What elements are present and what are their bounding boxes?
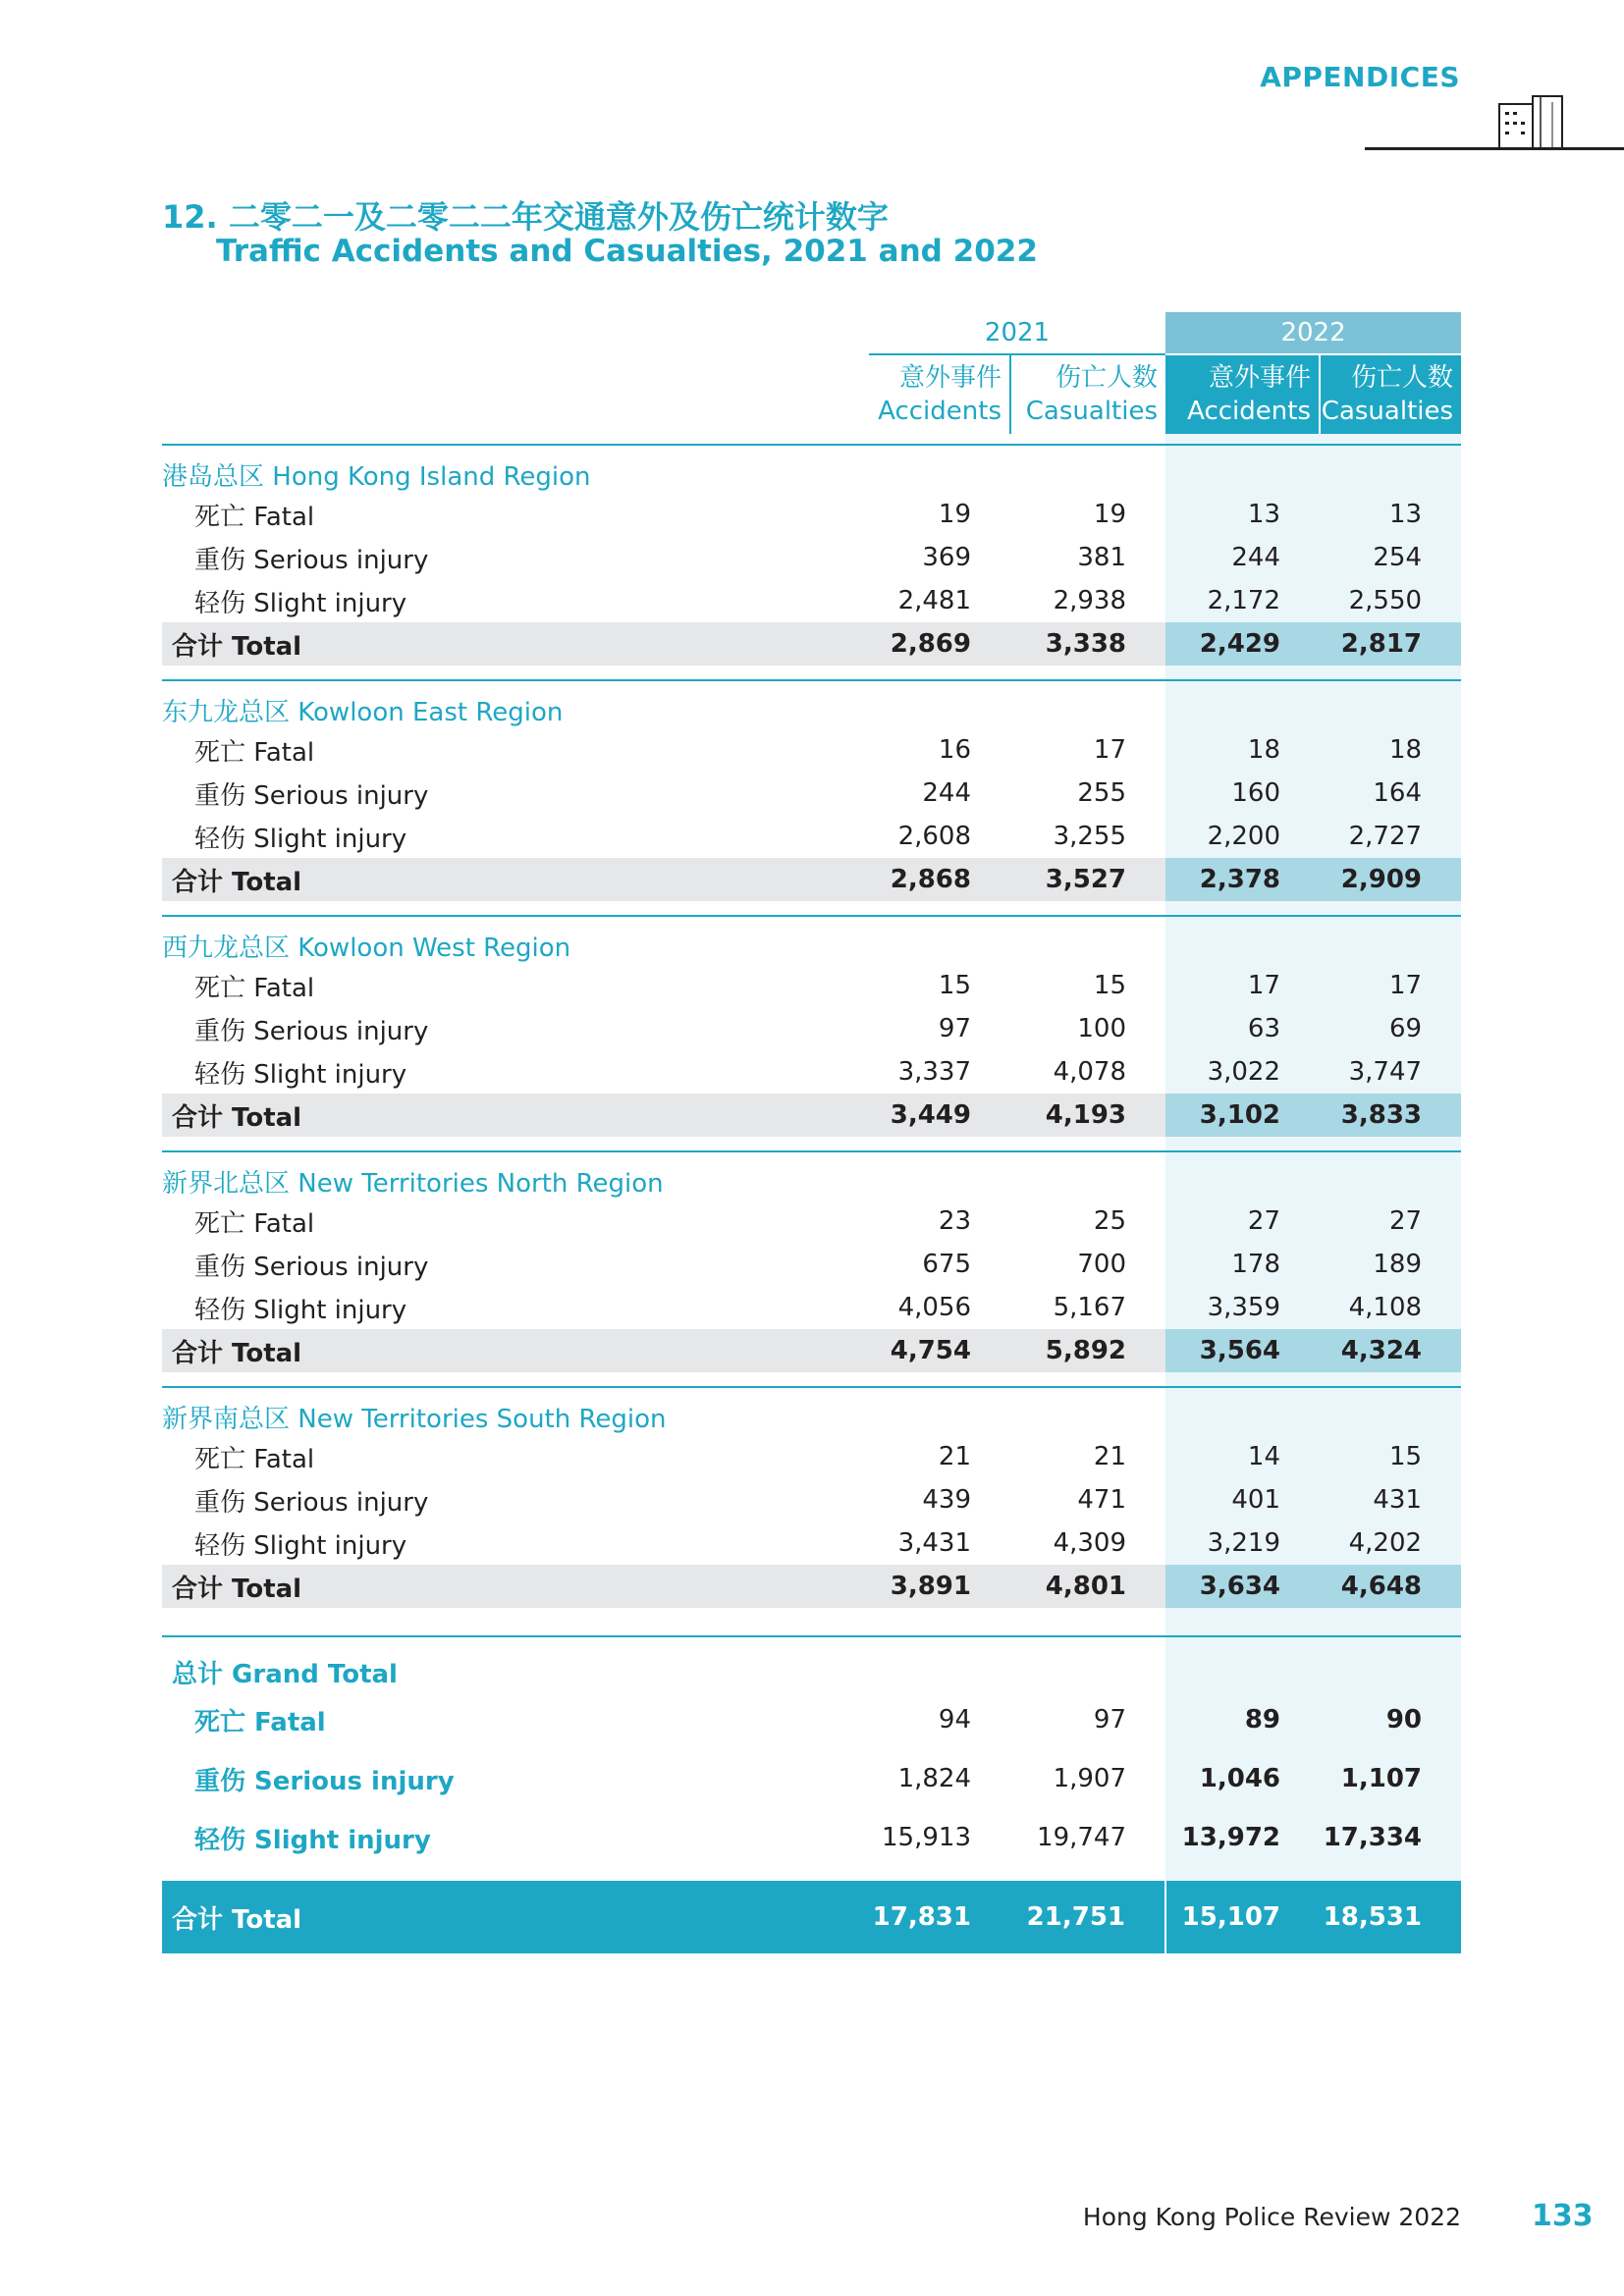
- value-cell: 439: [922, 1485, 971, 1515]
- value-cell: 431: [1320, 1478, 1461, 1522]
- value-cell: 4,324: [1320, 1329, 1461, 1372]
- region-blank: [1320, 1151, 1461, 1200]
- row-label: 重伤 Serious injury: [194, 1487, 429, 1518]
- gap-cell: [1010, 901, 1165, 916]
- header-rule-cell: [162, 434, 869, 445]
- value-cell: 94: [938, 1705, 971, 1735]
- grand-blank: [1165, 1636, 1320, 1690]
- page-title-chinese: 12. 二零二一及二零二二年交通意外及伤亡统计数字: [162, 198, 889, 236]
- grand-total-row: [162, 1749, 1461, 1808]
- region-header-row: [162, 680, 1461, 728]
- gap-cell: [1165, 901, 1320, 916]
- value-cell: 164: [1320, 772, 1461, 815]
- value-cell: 381: [1077, 543, 1127, 572]
- value-cell: 4,193: [1010, 1094, 1165, 1137]
- total-row: [162, 622, 1461, 666]
- row-label: 死亡 Fatal: [194, 737, 315, 768]
- value-cell: 244: [1165, 536, 1320, 579]
- value-cell: 1,824: [897, 1764, 971, 1793]
- table-row: [162, 1007, 1461, 1050]
- gap-cell: [1320, 1608, 1461, 1622]
- gap-cell: [162, 1137, 869, 1151]
- value-cell: 97: [1093, 1705, 1127, 1735]
- row-label: 重伤 Serious injury: [194, 780, 429, 811]
- gap-cell: [162, 901, 869, 916]
- value-cell: 4,078: [1053, 1057, 1127, 1087]
- grand-total-title: 总计 Grand Total: [172, 1660, 398, 1689]
- value-cell: 13,972: [1165, 1808, 1320, 1867]
- gap-cell: [869, 666, 1010, 680]
- value-cell: 401: [1165, 1478, 1320, 1522]
- region-name: 新界南总区 New Territories South Region: [162, 1405, 667, 1434]
- value-cell: 2,378: [1165, 858, 1320, 901]
- row-label: 轻伤 Slight injury: [194, 1059, 407, 1090]
- gap-cell: [1320, 1372, 1461, 1387]
- region-blank: [1165, 916, 1320, 964]
- page-title-english: Traffic Accidents and Casualties, 2021 and 2022: [216, 234, 1038, 269]
- gap-cell: [1165, 1137, 1320, 1151]
- value-cell: 160: [1165, 772, 1320, 815]
- value-cell: 18,531: [1320, 1881, 1461, 1953]
- row-label: 死亡 Fatal: [194, 1707, 326, 1737]
- grand-total-row: [162, 1690, 1461, 1749]
- value-cell: 2,938: [1053, 586, 1127, 615]
- region-blank: [1165, 445, 1320, 493]
- row-label: 轻伤 Slight injury: [194, 1530, 407, 1561]
- table-row: [162, 728, 1461, 772]
- section-label: APPENDICES: [1260, 61, 1460, 93]
- value-cell: 3,219: [1165, 1522, 1320, 1565]
- table-row: [162, 815, 1461, 858]
- total-label: 合计 Total: [162, 858, 869, 901]
- table-row: [162, 493, 1461, 536]
- row-label: 死亡 Fatal: [194, 1444, 315, 1474]
- row-label: 重伤 Serious injury: [194, 1766, 455, 1796]
- section-gap: [162, 901, 1461, 916]
- table-row: [162, 1478, 1461, 1522]
- value-cell: 19,747: [1037, 1823, 1127, 1852]
- header-blank: [162, 312, 869, 354]
- value-cell: 15,913: [882, 1823, 971, 1852]
- value-cell: 27: [1320, 1200, 1461, 1243]
- value-cell: 3,338: [1010, 622, 1165, 666]
- value-cell: 3,891: [869, 1565, 1010, 1608]
- header-rule-cell: [869, 434, 1010, 445]
- region-header-row: [162, 445, 1461, 493]
- value-cell: 2,429: [1165, 622, 1320, 666]
- header-rule-cell: [1320, 434, 1461, 445]
- value-cell: 1,046: [1165, 1749, 1320, 1808]
- gap-cell: [869, 1867, 1010, 1881]
- value-cell: 3,255: [1053, 822, 1127, 851]
- gap-cell: [1320, 1137, 1461, 1151]
- value-cell: 21: [1093, 1442, 1127, 1471]
- value-cell: 15: [1093, 971, 1127, 1000]
- value-cell: 1,107: [1320, 1749, 1461, 1808]
- section-gap: [162, 666, 1461, 680]
- value-cell: 23: [938, 1206, 971, 1236]
- value-cell: 17: [1165, 964, 1320, 1007]
- value-cell: 369: [922, 543, 971, 572]
- page-number: 133: [1532, 2199, 1594, 2233]
- region-blank: [1320, 916, 1461, 964]
- value-cell: 3,022: [1165, 1050, 1320, 1094]
- section-gap: [162, 1137, 1461, 1151]
- gap-cell: [1165, 666, 1320, 680]
- total-row: [162, 858, 1461, 901]
- value-cell: 4,754: [869, 1329, 1010, 1372]
- value-cell: 3,449: [869, 1094, 1010, 1137]
- section-gap: [162, 1372, 1461, 1387]
- region-blank: [1165, 1387, 1320, 1435]
- col-label-en: Casualties: [1321, 397, 1454, 426]
- table-row: [162, 1286, 1461, 1329]
- col-accidents-2021: [869, 354, 1010, 434]
- header-rule: [1365, 147, 1624, 150]
- row-label: 死亡 Fatal: [194, 502, 315, 532]
- value-cell: 1,907: [1053, 1764, 1127, 1793]
- value-cell: 4,056: [897, 1293, 971, 1322]
- gap-cell: [1010, 1867, 1165, 1881]
- value-cell: 4,202: [1320, 1522, 1461, 1565]
- value-cell: 25: [1093, 1206, 1127, 1236]
- total-label: 合计 Total: [162, 1094, 869, 1137]
- value-cell: 17: [1320, 964, 1461, 1007]
- row-label: 轻伤 Slight injury: [194, 824, 407, 854]
- region-blank: [1320, 680, 1461, 728]
- total-row: [162, 1094, 1461, 1137]
- gap-cell: [1320, 1867, 1461, 1881]
- value-cell: 17,334: [1320, 1808, 1461, 1867]
- value-cell: 17: [1093, 735, 1127, 765]
- gap-cell: [869, 1372, 1010, 1387]
- row-label: 死亡 Fatal: [194, 973, 315, 1003]
- header-rule-cell: [1165, 434, 1320, 445]
- gap-cell: [869, 901, 1010, 916]
- value-cell: 18: [1165, 728, 1320, 772]
- value-cell: 97: [938, 1014, 971, 1043]
- value-cell: 2,869: [869, 622, 1010, 666]
- gap-cell: [1010, 1622, 1165, 1636]
- value-cell: 63: [1165, 1007, 1320, 1050]
- total-label: 合计 Total: [162, 1565, 869, 1608]
- section-gap: [162, 1867, 1461, 1881]
- value-cell: 3,359: [1165, 1286, 1320, 1329]
- gap-cell: [162, 1372, 869, 1387]
- row-label: 轻伤 Slight injury: [194, 1295, 407, 1325]
- region-blank: [1320, 1387, 1461, 1435]
- region-name: 港岛总区 Hong Kong Island Region: [162, 462, 591, 492]
- row-label: 轻伤 Slight injury: [194, 588, 407, 618]
- region-name: 东九龙总区 Kowloon East Region: [162, 698, 564, 727]
- gap-cell: [162, 666, 869, 680]
- region-header-row: [162, 916, 1461, 964]
- value-cell: 19: [1093, 500, 1127, 529]
- year-2022-header: 2022: [1165, 312, 1461, 354]
- col-label-en: Accidents: [878, 397, 1001, 426]
- table-row: [162, 1200, 1461, 1243]
- value-cell: 2,868: [869, 858, 1010, 901]
- gap-cell: [162, 1622, 869, 1636]
- year-2021-header: 2021: [869, 312, 1165, 354]
- value-cell: 178: [1165, 1243, 1320, 1286]
- value-cell: 254: [1320, 536, 1461, 579]
- region-blank: [1320, 445, 1461, 493]
- col-casualties-2022: [1320, 354, 1461, 434]
- total-label: 合计 Total: [162, 622, 869, 666]
- gap-cell: [1165, 1372, 1320, 1387]
- gap-cell: [1010, 1608, 1165, 1622]
- value-cell: 3,527: [1010, 858, 1165, 901]
- value-cell: 89: [1165, 1690, 1320, 1749]
- traffic-accidents-table: [162, 312, 1461, 1953]
- value-cell: 15: [938, 971, 971, 1000]
- col-label-en: Casualties: [1025, 397, 1159, 426]
- total-row: [162, 1329, 1461, 1372]
- value-cell: 700: [1077, 1250, 1127, 1279]
- gap-cell: [1010, 1372, 1165, 1387]
- table-row: [162, 536, 1461, 579]
- table-row: [162, 1435, 1461, 1478]
- row-label: 轻伤 Slight injury: [194, 1825, 431, 1855]
- value-cell: 4,801: [1010, 1565, 1165, 1608]
- table-row: [162, 1243, 1461, 1286]
- table-row: [162, 772, 1461, 815]
- value-cell: 4,309: [1053, 1528, 1127, 1558]
- gap-cell: [869, 1608, 1010, 1622]
- col-label-cn: 意外事件: [898, 363, 1001, 393]
- section-gap: [162, 1608, 1461, 1622]
- value-cell: 675: [922, 1250, 971, 1279]
- gap-cell: [1320, 901, 1461, 916]
- building-icon: [1497, 94, 1566, 149]
- total-row: [162, 1565, 1461, 1608]
- value-cell: 3,833: [1320, 1094, 1461, 1137]
- col-label-cn: 意外事件: [1209, 363, 1312, 393]
- region-header-row: [162, 1387, 1461, 1435]
- grand-total-sum-row: [162, 1881, 1461, 1953]
- gap-cell: [1320, 1622, 1461, 1636]
- value-cell: 255: [1077, 778, 1127, 808]
- value-cell: 3,564: [1165, 1329, 1320, 1372]
- row-label: 死亡 Fatal: [194, 1208, 315, 1239]
- col-accidents-2022: [1165, 354, 1320, 434]
- region-blank: [1165, 680, 1320, 728]
- row-label: 重伤 Serious injury: [194, 545, 429, 575]
- grand-blank: [1320, 1636, 1461, 1690]
- value-cell: 13: [1165, 493, 1320, 536]
- col-casualties-2021: [1010, 354, 1165, 434]
- table-row: [162, 964, 1461, 1007]
- value-cell: 15,107: [1165, 1881, 1320, 1953]
- col-label-cn: 伤亡人数: [1056, 363, 1159, 393]
- gap-cell: [1165, 1622, 1320, 1636]
- table-row: [162, 1050, 1461, 1094]
- value-cell: 21,751: [1010, 1881, 1165, 1953]
- grand-total-header-row: [162, 1636, 1461, 1690]
- value-cell: 15: [1320, 1435, 1461, 1478]
- value-cell: 3,337: [897, 1057, 971, 1087]
- col-label-cn: 伤亡人数: [1351, 363, 1454, 393]
- value-cell: 2,817: [1320, 622, 1461, 666]
- value-cell: 189: [1320, 1243, 1461, 1286]
- col-label-en: Accidents: [1187, 397, 1312, 426]
- table-row: [162, 1522, 1461, 1565]
- gap-cell: [869, 1622, 1010, 1636]
- gap-cell: [162, 1867, 869, 1881]
- section-gap: [162, 1622, 1461, 1636]
- value-cell: 14: [1165, 1435, 1320, 1478]
- value-cell: 18: [1320, 728, 1461, 772]
- region-blank: [1165, 1151, 1320, 1200]
- gap-cell: [1010, 666, 1165, 680]
- value-cell: 2,200: [1165, 815, 1320, 858]
- value-cell: 17,831: [869, 1881, 1010, 1953]
- value-cell: 5,892: [1010, 1329, 1165, 1372]
- value-cell: 21: [938, 1442, 971, 1471]
- value-cell: 13: [1320, 493, 1461, 536]
- gap-cell: [162, 1608, 869, 1622]
- region-header-row: [162, 1151, 1461, 1200]
- region-name: 西九龙总区 Kowloon West Region: [162, 934, 571, 963]
- value-cell: 2,481: [897, 586, 971, 615]
- value-cell: 2,909: [1320, 858, 1461, 901]
- value-cell: 19: [938, 500, 971, 529]
- grand-total-row: [162, 1808, 1461, 1867]
- value-cell: 2,550: [1320, 579, 1461, 622]
- value-cell: 2,727: [1320, 815, 1461, 858]
- publication-name: Hong Kong Police Review 2022: [1082, 2203, 1461, 2231]
- value-cell: 27: [1165, 1200, 1320, 1243]
- value-cell: 5,167: [1053, 1293, 1127, 1322]
- header-blank: [162, 354, 869, 434]
- value-cell: 16: [938, 735, 971, 765]
- value-cell: 3,747: [1320, 1050, 1461, 1094]
- value-cell: 2,608: [897, 822, 971, 851]
- gap-cell: [1320, 666, 1461, 680]
- value-cell: 100: [1077, 1014, 1127, 1043]
- gap-cell: [869, 1137, 1010, 1151]
- value-cell: 3,431: [897, 1528, 971, 1558]
- gap-cell: [1165, 1608, 1320, 1622]
- value-cell: 3,634: [1165, 1565, 1320, 1608]
- row-label: 重伤 Serious injury: [194, 1016, 429, 1046]
- value-cell: 4,108: [1320, 1286, 1461, 1329]
- value-cell: 90: [1320, 1690, 1461, 1749]
- region-name: 新界北总区 New Territories North Region: [162, 1169, 664, 1199]
- total-label: 合计 Total: [162, 1881, 869, 1953]
- value-cell: 244: [922, 778, 971, 808]
- value-cell: 471: [1077, 1485, 1127, 1515]
- value-cell: 69: [1320, 1007, 1461, 1050]
- row-label: 重伤 Serious injury: [194, 1252, 429, 1282]
- value-cell: 3,102: [1165, 1094, 1320, 1137]
- value-cell: 4,648: [1320, 1565, 1461, 1608]
- total-label: 合计 Total: [162, 1329, 869, 1372]
- header-rule-cell: [1010, 434, 1165, 445]
- table-row: [162, 579, 1461, 622]
- value-cell: 2,172: [1165, 579, 1320, 622]
- gap-cell: [1165, 1867, 1320, 1881]
- gap-cell: [1010, 1137, 1165, 1151]
